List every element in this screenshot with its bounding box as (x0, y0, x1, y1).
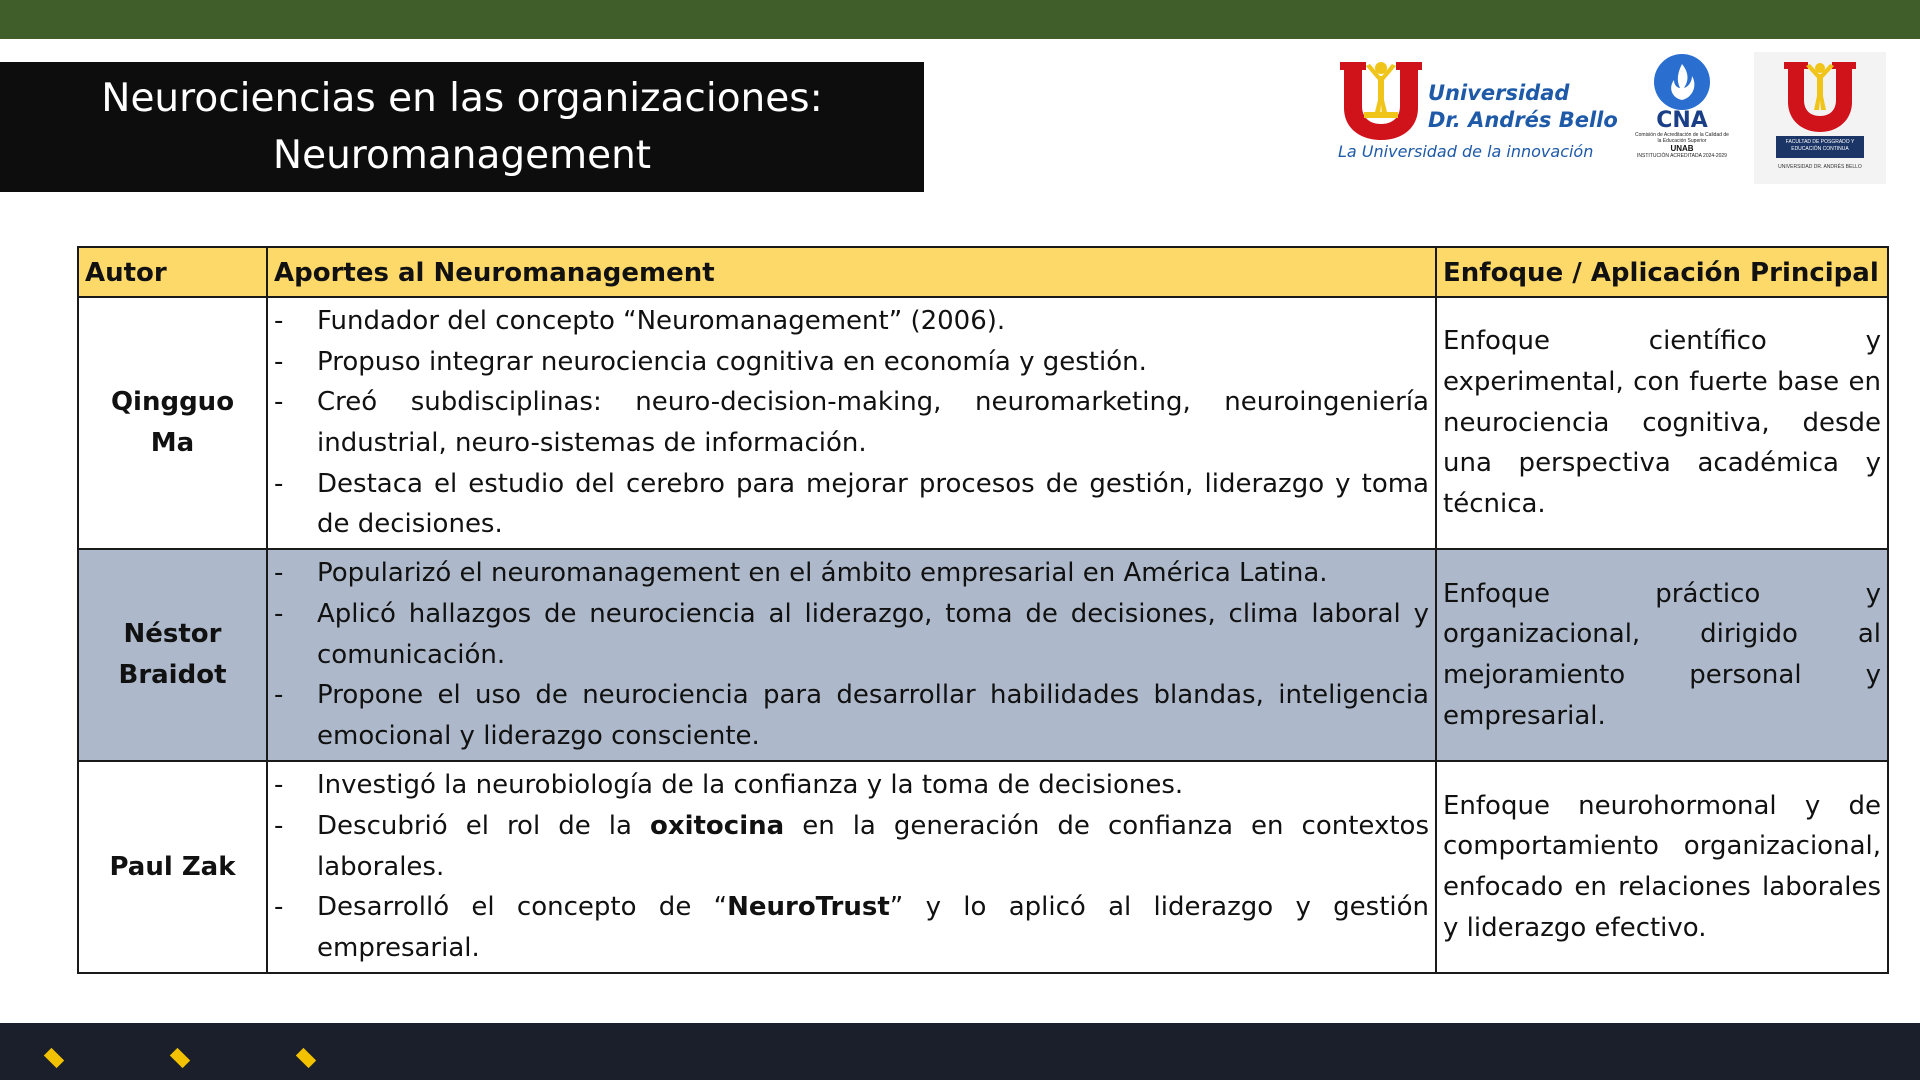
list-item (274, 301, 1429, 342)
list-item (274, 887, 1429, 968)
contribution-text: Destaca el estudio del cerebro para mejorar procesos de gestión, liderazgo y toma de decisiones. (317, 468, 1429, 540)
university-name-line-2: Dr. Andrés Bello (1428, 108, 1618, 132)
faculty-name-band: FACULTAD DE POSGRADO Y EDUCACIÓN CONTINUA (1776, 136, 1864, 158)
list-item (274, 594, 1429, 675)
contributions-cell (267, 297, 1436, 549)
bottom-footer-bar (0, 1023, 1920, 1080)
neuromanagement-authors-table (77, 246, 1889, 974)
contributions-cell (267, 549, 1436, 761)
author-cell: Paul Zak (78, 761, 267, 973)
list-item (274, 342, 1429, 383)
list-item (274, 464, 1429, 545)
focus-cell: Enfoque científico y experimental, con fuerte base en neurociencia cognitiva, desde una perspectiva académica y técnica. (1436, 297, 1888, 549)
focus-cell: Enfoque práctico y organizacional, dirigido al mejoramiento personal y empresarial. (1436, 549, 1888, 761)
table-row (78, 549, 1888, 761)
faculty-logo (1754, 52, 1886, 184)
highlight-term: oxitocina (649, 810, 785, 841)
author-name-line-1: Néstor (123, 619, 222, 650)
unab-logo (1336, 54, 1626, 166)
table-header-row (78, 247, 1888, 297)
faculty-u-emblem-icon (1754, 52, 1886, 136)
list-item (274, 806, 1429, 887)
author-cell (78, 549, 267, 761)
list-item (274, 553, 1429, 594)
slide-title-line-1: Neurociencias en las organizaciones: (101, 76, 823, 121)
cna-acronym: CNA (1656, 108, 1708, 133)
contribution-text: Creó subdisciplinas: neuro-decision-making, neuromarketing, neuroingeniería industrial, neuro-sistemas de información. (317, 387, 1429, 458)
author-name-line-2: Braidot (118, 660, 227, 690)
list-item (274, 765, 1429, 806)
list-item (274, 675, 1429, 756)
header-aportes: Aportes al Neuromanagement (267, 247, 1436, 297)
top-accent-bar (0, 0, 1920, 39)
contribution-text: ” y lo aplicó al liderazgo y gestión empresarial. (317, 892, 1430, 964)
faculty-footer-text: UNIVERSIDAD DR. ANDRÉS BELLO (1778, 164, 1862, 170)
cna-accreditation-period: INSTITUCIÓN ACREDITADA 2024-2029 (1637, 153, 1727, 159)
table-row (78, 761, 1888, 973)
unab-u-emblem-icon (1336, 54, 1426, 144)
contribution-text: Desarrolló el concepto de “ (317, 892, 728, 923)
cna-commission-name: Comisión de Acreditación de la Calidad de la Educación Superior (1635, 132, 1729, 144)
highlight-term: NeuroTrust (727, 892, 890, 923)
header-enfoque: Enfoque / Aplicación Principal (1436, 247, 1888, 297)
contribution-text: Aplicó hallazgos de neurociencia al liderazgo, toma de decisiones, clima laboral y comunicación. (317, 598, 1429, 670)
contribution-text: Popularizó el neuromanagement en el ámbito empresarial en América Latina. (317, 558, 1328, 589)
contribution-text: Investigó la neurobiología de la confianza y la toma de decisiones. (317, 770, 1184, 801)
focus-cell: Enfoque neurohormonal y de comportamiento organizacional, enfocado en relaciones laborales y liderazgo efectivo. (1436, 761, 1888, 973)
contributions-list (274, 765, 1429, 969)
header-autor: Autor (78, 247, 267, 297)
contribution-text: Propone el uso de neurociencia para desarrollar habilidades blandas, inteligencia emocional y liderazgo consciente. (317, 680, 1429, 752)
contributions-list (274, 301, 1429, 545)
contribution-text: Descubrió el rol de la (317, 810, 650, 841)
slide-title-line-2: Neuromanagement (272, 133, 652, 178)
contributions-cell (267, 761, 1436, 973)
university-tagline: La Universidad de la innovación (1338, 142, 1594, 161)
slide-title (0, 62, 924, 192)
contributions-list (274, 553, 1429, 757)
university-name (1428, 80, 1618, 134)
cna-accreditation-logo (1634, 52, 1730, 170)
university-name-line-1: Universidad (1428, 81, 1570, 105)
contribution-text: Fundador del concepto “Neuromanagement” (2006). (317, 305, 1006, 336)
contribution-text: en la generación de confianza en contextos laborales. (317, 810, 1429, 882)
contribution-text: Propuso integrar neurociencia cognitiva en economía y gestión. (317, 346, 1147, 377)
table-row (78, 297, 1888, 549)
cna-unab-label: UNAB (1670, 144, 1694, 153)
flame-icon (1634, 52, 1730, 116)
list-item (274, 382, 1429, 463)
author-cell: Qingguo Ma (78, 297, 267, 549)
